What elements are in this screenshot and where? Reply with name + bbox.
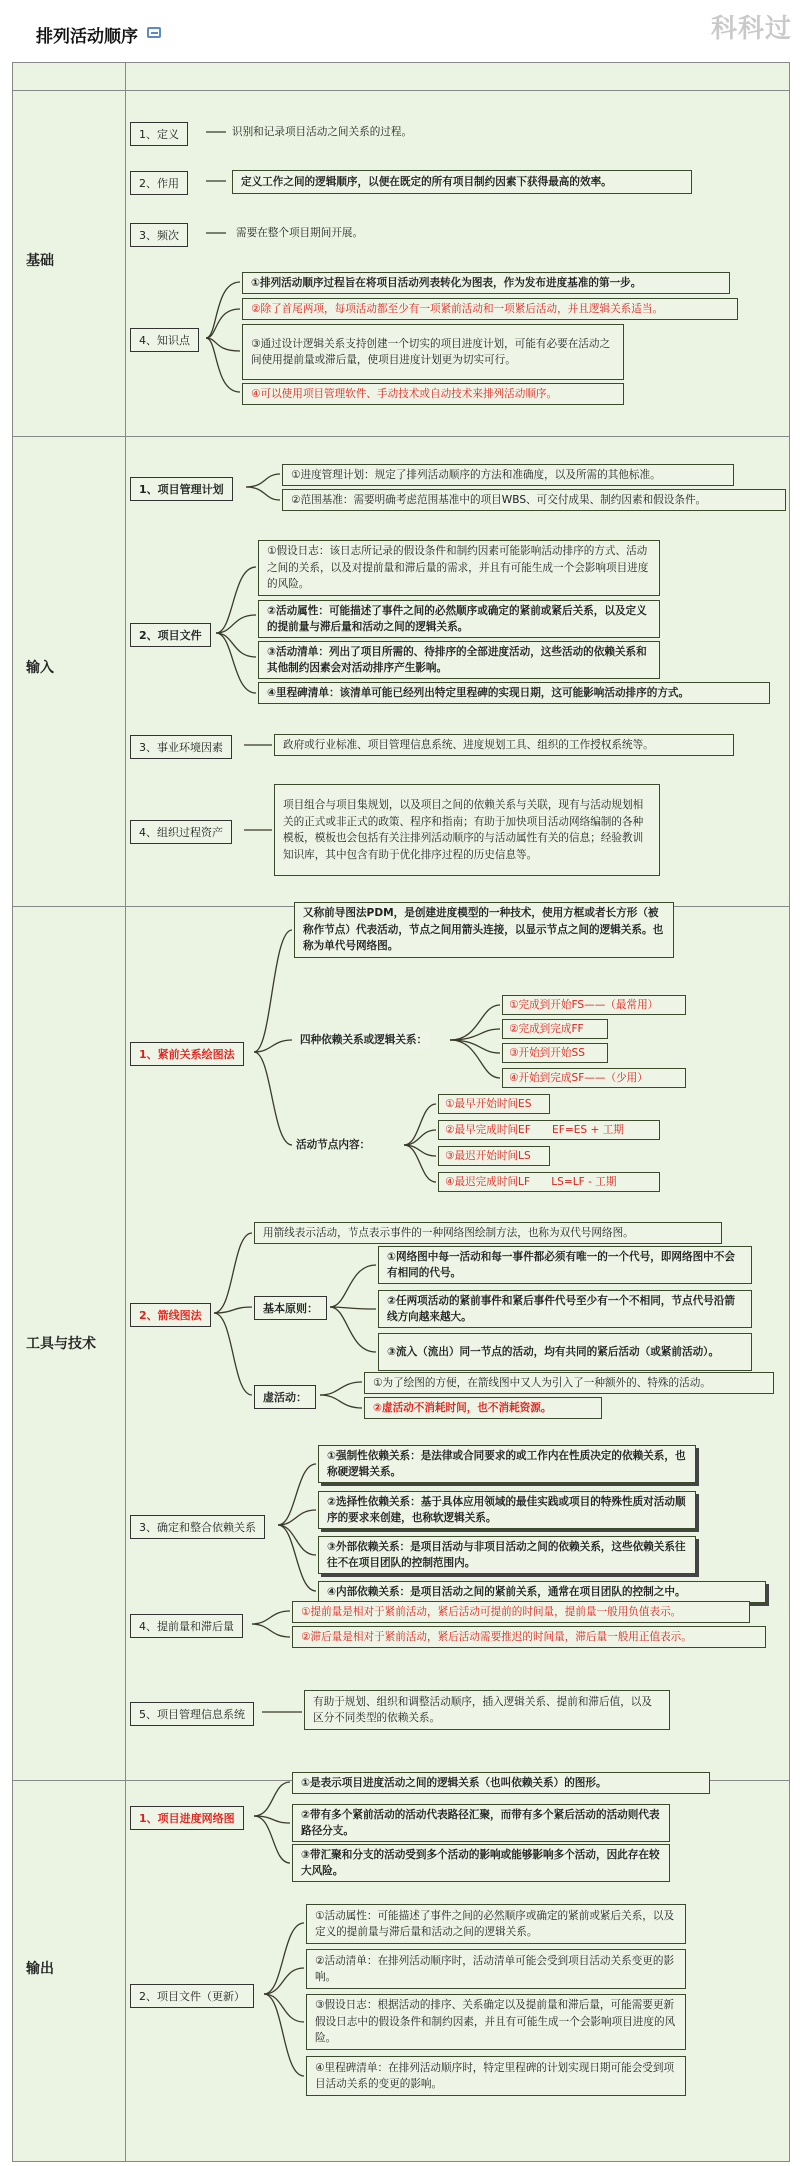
basics-purpose[interactable]: 2、作用 — [130, 171, 188, 195]
dependency-type: ③开始到开始SS — [502, 1043, 608, 1063]
knowledge-item: ③通过设计逻辑关系支持创建一个切实的项目进度计划，可能有必要在活动之间使用提前量或滞后量，使项目进度计划更为切实可行。 — [242, 324, 624, 380]
basics-definition-text: 识别和记录项目活动之间关系的过程。 — [232, 126, 413, 138]
inputs-pm-plan[interactable]: 1、项目管理计划 — [130, 477, 233, 501]
doc-update-item: ②活动清单：在排列活动顺序时，活动清单可能会受到项目活动关系变更的影响。 — [306, 1949, 686, 1989]
network-item: ①是表示项目进度活动之间的逻辑关系（也叫依赖关系）的图形。 — [292, 1772, 710, 1794]
adm-dummy-activity: 虚活动： — [254, 1385, 316, 1409]
dependency-item: ①强制性依赖关系：是法律或合同要求的或工作内在性质决定的依赖关系，也称硬逻辑关系。 — [318, 1445, 696, 1483]
pm-plan-item: ①进度管理计划：规定了排列活动顺序的方法和准确度，以及所需的其他标准。 — [282, 464, 734, 486]
project-doc-item: ①假设日志：该日志所记录的假设条件和制约因素可能影响活动排序的方式、活动之间的关系，以及对提前量和滞后量的需求，并且有可能生成一个会影响项目进度的风险。 — [258, 540, 660, 596]
doc-update-item: ①活动属性：可能描述了事件之间的必然顺序或确定的紧前或紧后关系，以及定义的提前量与滞后量和活动之间的逻辑关系。 — [306, 1904, 686, 1944]
tools-leads-lags[interactable]: 4、提前量和滞后量 — [130, 1614, 243, 1638]
dependency-type: ①完成到开始FS——（最常用） — [502, 995, 686, 1015]
adm-principle: ①网络图中每一活动和每一事件都必须有唯一的一个代号，即网络图中不会有相同的代号。 — [378, 1246, 752, 1284]
pdm-node-label: 活动节点内容： — [296, 1139, 371, 1151]
section-tools: 工具与技术 — [26, 1336, 96, 1352]
basics-knowledge[interactable]: 4、知识点 — [130, 328, 199, 352]
pm-plan-item: ②范围基准：需要明确考虑范围基准中的项目WBS、可交付成果、制约因素和假设条件。 — [282, 489, 786, 511]
adm-principle: ③流入（流出）同一节点的活动，均有共同的紧后活动（或紧前活动）。 — [378, 1333, 752, 1371]
pdm-description: 又称前导图法PDM，是创建进度模型的一种技术，使用方框或者长方形（被称作节点）代表活动，节点之间用箭头连接，以显示节点之间的逻辑关系。也称为单代号网络图。 — [294, 902, 674, 958]
basics-frequency[interactable]: 3、频次 — [130, 223, 188, 247]
brand-watermark: 科科过 — [710, 14, 792, 44]
eef-text: 政府或行业标准、项目管理信息系统、进度规划工具、组织的工作授权系统等。 — [274, 734, 734, 756]
dependency-type: ④开始到完成SF——（少用） — [502, 1068, 686, 1088]
node-content: ①最早开始时间ES — [438, 1094, 550, 1114]
tools-adm[interactable]: 2、箭线图法 — [130, 1303, 211, 1327]
outputs-network-diagram[interactable]: 1、项目进度网络图 — [130, 1806, 244, 1830]
network-item: ②带有多个紧前活动的活动代表路径汇聚，而带有多个紧后活动的活动则代表路径分支。 — [292, 1804, 670, 1842]
project-doc-item: ③活动清单：列出了项目所需的、待排序的全部进度活动，这些活动的依赖关系和其他制约因素会对活动排序产生影响。 — [258, 641, 660, 679]
tools-dependencies[interactable]: 3、确定和整合依赖关系 — [130, 1515, 265, 1539]
project-doc-item: ④里程碑清单：该清单可能已经列出特定里程碑的实现日期，这可能影响活动排序的方式。 — [258, 682, 770, 704]
doc-update-item: ③假设日志：根据活动的排序、关系确定以及提前量和滞后量，可能需要更新假设日志中的假设条件和制约因素，并且有可能生成一个会影响项目进度的风险。 — [306, 1994, 686, 2050]
adm-basic-principles: 基本原则： — [254, 1296, 327, 1320]
network-item: ③带汇聚和分支的活动受到多个活动的影响或能够影响多个活动，因此存在较大风险。 — [292, 1844, 670, 1882]
section-inputs: 输入 — [26, 660, 54, 676]
section-outputs: 输出 — [26, 1961, 54, 1977]
node-content: ④最迟完成时间LF LS=LF - 工期 — [438, 1172, 660, 1192]
dummy-item: ②虚活动不消耗时间，也不消耗资源。 — [364, 1397, 602, 1419]
pmis-text: 有助于规划、组织和调整活动顺序，插入逻辑关系、提前和滞后值，以及区分不同类型的依赖关系。 — [304, 1690, 670, 1730]
dependency-item: ④内部依赖关系：是项目活动之间的紧前关系，通常在项目团队的控制之中。 — [318, 1581, 766, 1603]
outputs-project-docs-updates[interactable]: 2、项目文件（更新） — [130, 1984, 254, 2008]
project-doc-item: ②活动属性：可能描述了事件之间的必然顺序或确定的紧前或紧后关系，以及定义的提前量与滞后量和活动之间的逻辑关系。 — [258, 600, 660, 638]
inputs-project-docs[interactable]: 2、项目文件 — [130, 623, 211, 647]
basics-frequency-text: 需要在整个项目期间开展。 — [236, 227, 364, 239]
knowledge-item: ②除了首尾两项，每项活动都至少有一项紧前活动和一项紧后活动，并且逻辑关系适当。 — [242, 298, 738, 320]
pdm-dependency-label: 四种依赖关系或逻辑关系： — [296, 1032, 431, 1049]
adm-principle: ②任两项活动的紧前事件和紧后事件代号至少有一个不相同，节点代号沿箭线方向越来越大。 — [378, 1290, 752, 1328]
lead-lag-item: ①提前量是相对于紧前活动，紧后活动可提前的时间量，提前量一般用负值表示。 — [292, 1601, 750, 1623]
inputs-eef[interactable]: 3、事业环境因素 — [130, 735, 232, 759]
dependency-item: ③外部依赖关系：是项目活动与非项目活动之间的依赖关系，这些依赖关系往往不在项目团队的控制范围内。 — [318, 1536, 696, 1574]
node-content: ③最迟开始时间LS — [438, 1146, 550, 1166]
adm-description: 用箭线表示活动，节点表示事件的一种网络图绘制方法，也称为双代号网络图。 — [254, 1222, 722, 1244]
dependency-type: ②完成到完成FF — [502, 1019, 608, 1039]
doc-update-item: ④里程碑清单：在排列活动顺序时，特定里程碑的计划实现日期可能会受到项目活动关系的变更的影响。 — [306, 2056, 686, 2096]
basics-definition[interactable]: 1、定义 — [130, 122, 188, 146]
opa-text: 项目组合与项目集规划，以及项目之间的依赖关系与关联，现有与活动规划相关的正式或非正式的政策、程序和指南；有助于加快项目活动网络编制的各种模板，模板也会包括有关注排列活动顺序的与活动属性有关的信息；经验教训知识库，其中包含有助于优化排序过程的历史信息等。 — [274, 784, 660, 876]
dummy-item: ①为了绘图的方便，在箭线图中又人为引入了一种额外的、特殊的活动。 — [364, 1372, 774, 1394]
section-basics: 基础 — [26, 253, 54, 269]
inputs-opa[interactable]: 4、组织过程资产 — [130, 820, 232, 844]
tools-pdm[interactable]: 1、紧前关系绘图法 — [130, 1042, 244, 1066]
page-title: 排列活动顺序 — [36, 27, 138, 47]
basics-purpose-text: 定义工作之间的逻辑顺序，以便在既定的所有项目制约因素下获得最高的效率。 — [232, 170, 692, 194]
lead-lag-item: ②滞后量是相对于紧前活动，紧后活动需要推迟的时间量，滞后量一般用正值表示。 — [292, 1626, 766, 1648]
knowledge-item: ①排列活动顺序过程旨在将项目活动列表转化为图表，作为发布进度基准的第一步。 — [242, 272, 730, 294]
knowledge-item: ④可以使用项目管理软件、手动技术或自动技术来排列活动顺序。 — [242, 383, 624, 405]
tools-pmis[interactable]: 5、项目管理信息系统 — [130, 1702, 254, 1726]
node-content: ②最早完成时间EF EF=ES + 工期 — [438, 1120, 660, 1140]
dependency-item: ②选择性依赖关系：基于具体应用领域的最佳实践或项目的特殊性质对活动顺序的要求来创建，也称软逻辑关系。 — [318, 1491, 696, 1529]
